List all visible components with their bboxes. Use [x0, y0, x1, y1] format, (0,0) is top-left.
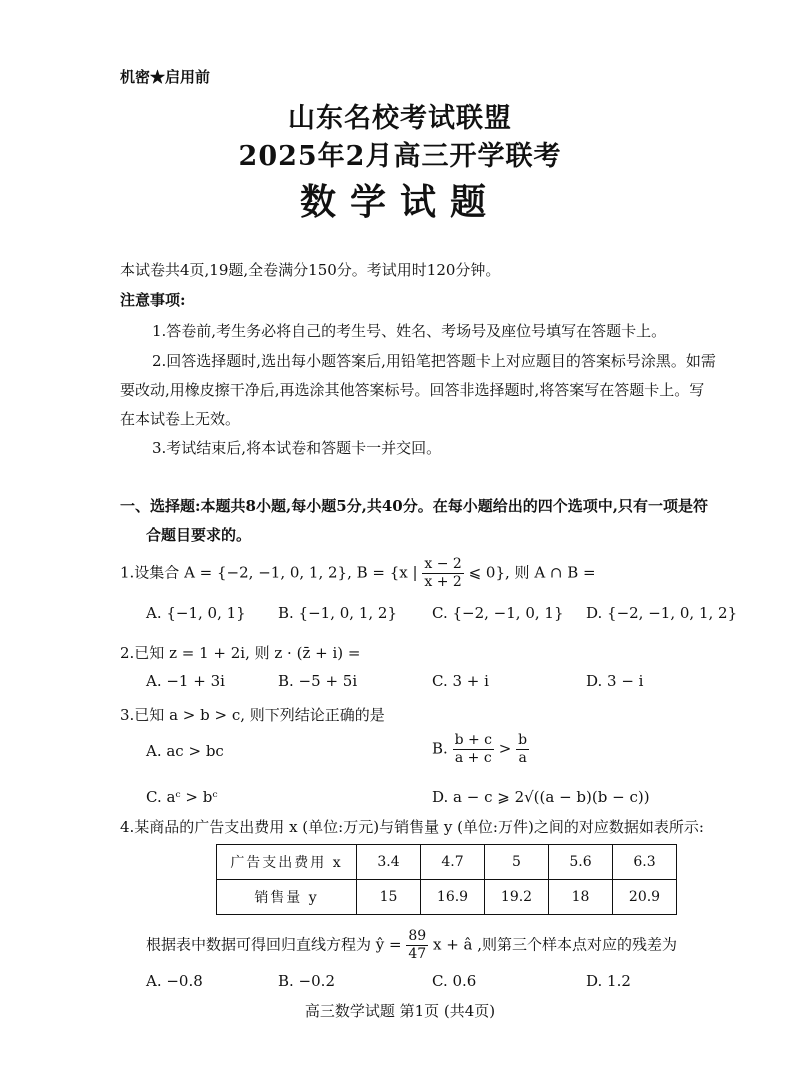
table-cell: 16.9	[421, 880, 485, 915]
q3-b-den-2: a	[518, 750, 527, 766]
q1-option-b: B. {−1, 0, 1, 2}	[278, 604, 397, 622]
notes-heading: 注意事项:	[120, 291, 186, 309]
table-cell: 19.2	[485, 880, 549, 915]
table-cell: 20.9	[613, 880, 677, 915]
question-1-stem	[120, 556, 596, 591]
q1-stem-pre: 1.设集合 A = {−2, −1, 0, 1, 2}, B = {x |	[120, 563, 418, 582]
q1-option-d: D. {−2, −1, 0, 1, 2}	[586, 604, 738, 622]
note-2-line-1: 2.回答选择题时,选出每小题答案后,用铅笔把答题卡上对应题目的答案标号涂黑。如需	[152, 352, 716, 370]
q1-option-c: C. {−2, −1, 0, 1}	[432, 604, 564, 622]
table-cell: 5	[485, 845, 549, 880]
q4-fraction-den: 47	[408, 946, 427, 962]
q4-fraction-num: 89	[408, 928, 427, 944]
confidential-label: 机密★启用前	[120, 68, 211, 86]
table-row	[217, 845, 677, 880]
question-3-stem: 3.已知 a > b > c, 则下列结论正确的是	[120, 706, 385, 724]
q4-option-b: B. −0.2	[278, 972, 335, 990]
exam-union-title: 山东名校考试联盟	[288, 103, 512, 134]
section-heading-line-1: 一、选择题:本题共8小题,每小题5分,共40分。在每小题给出的四个选项中,只有一项是符	[120, 497, 708, 515]
section-heading-line-2: 合题目要求的。	[146, 526, 252, 544]
table-header-x: 广告支出费用 x	[217, 845, 357, 880]
q1-option-a: A. {−1, 0, 1}	[146, 604, 246, 622]
q4-option-c: C. 0.6	[432, 972, 477, 990]
q2-option-a: A. −1 + 3i	[146, 672, 225, 690]
table-cell: 4.7	[421, 845, 485, 880]
q4-option-d: D. 1.2	[586, 972, 631, 990]
q3-option-b	[432, 732, 529, 767]
table-header-y: 销售量 y	[217, 880, 357, 915]
table-row	[217, 880, 677, 915]
q3-option-d: D. a − c ⩾ 2√((a − b)(b − c))	[432, 788, 650, 806]
note-2-line-3: 在本试卷上无效。	[120, 410, 241, 428]
q4-fraction	[406, 928, 428, 963]
q3-option-b-operator: >	[498, 739, 512, 758]
q2-option-d: D. 3 − i	[586, 672, 644, 690]
q4-text-pre: 根据表中数据可得回归直线方程为 ŷ =	[146, 935, 402, 954]
note-2-line-2: 要改动,用橡皮擦干净后,再选涂其他答案标号。回答非选择题时,将答案写在答题卡上。写	[120, 381, 705, 399]
q3-option-c: C. aᶜ > bᶜ	[146, 788, 218, 806]
q1-stem-post: ⩽ 0}, 则 A ∩ B =	[468, 563, 596, 582]
q4-option-a: A. −0.8	[146, 972, 203, 990]
table-cell: 18	[549, 880, 613, 915]
q3-option-a: A. ac > bc	[146, 742, 224, 760]
q2-option-c: C. 3 + i	[432, 672, 489, 690]
exam-session-title: 2025年2月高三开学联考	[238, 141, 562, 172]
question-4-stem: 4.某商品的广告支出费用 x (单位:万元)与销售量 y (单位:万件)之间的对应数据如表所示:	[120, 818, 704, 836]
table-cell: 6.3	[613, 845, 677, 880]
q4-regression-text	[146, 928, 677, 963]
q3-option-b-label: B.	[432, 739, 448, 758]
page-footer: 高三数学试题 第1页 (共4页)	[304, 1002, 496, 1020]
q4-text-post: x + â ,则第三个样本点对应的残差为	[432, 935, 678, 954]
q1-fraction-num: x − 2	[424, 556, 462, 572]
table-cell: 15	[357, 880, 421, 915]
q3-option-b-fraction-2	[516, 732, 529, 767]
question-2-stem: 2.已知 z = 1 + 2i, 则 z · (z̄ + i) =	[120, 644, 361, 662]
table-cell: 5.6	[549, 845, 613, 880]
q4-data-table	[216, 844, 677, 915]
q1-fraction	[422, 556, 463, 591]
q2-option-b: B. −5 + 5i	[278, 672, 358, 690]
q1-fraction-den: x + 2	[424, 574, 462, 590]
table-cell: 3.4	[357, 845, 421, 880]
note-1: 1.答卷前,考生务必将自己的考生号、姓名、考场号及座位号填写在答题卡上。	[152, 322, 667, 340]
q3-b-num-2: b	[518, 732, 528, 748]
q3-option-b-fraction-1	[453, 732, 494, 767]
note-3: 3.考试结束后,将本试卷和答题卡一并交回。	[152, 439, 442, 457]
intro-text: 本试卷共4页,19题,全卷满分150分。考试用时120分钟。	[120, 261, 501, 279]
q3-b-num-1: b + c	[454, 732, 493, 748]
q3-b-den-1: a + c	[454, 750, 492, 766]
subject-title: 数学试题	[299, 181, 500, 223]
